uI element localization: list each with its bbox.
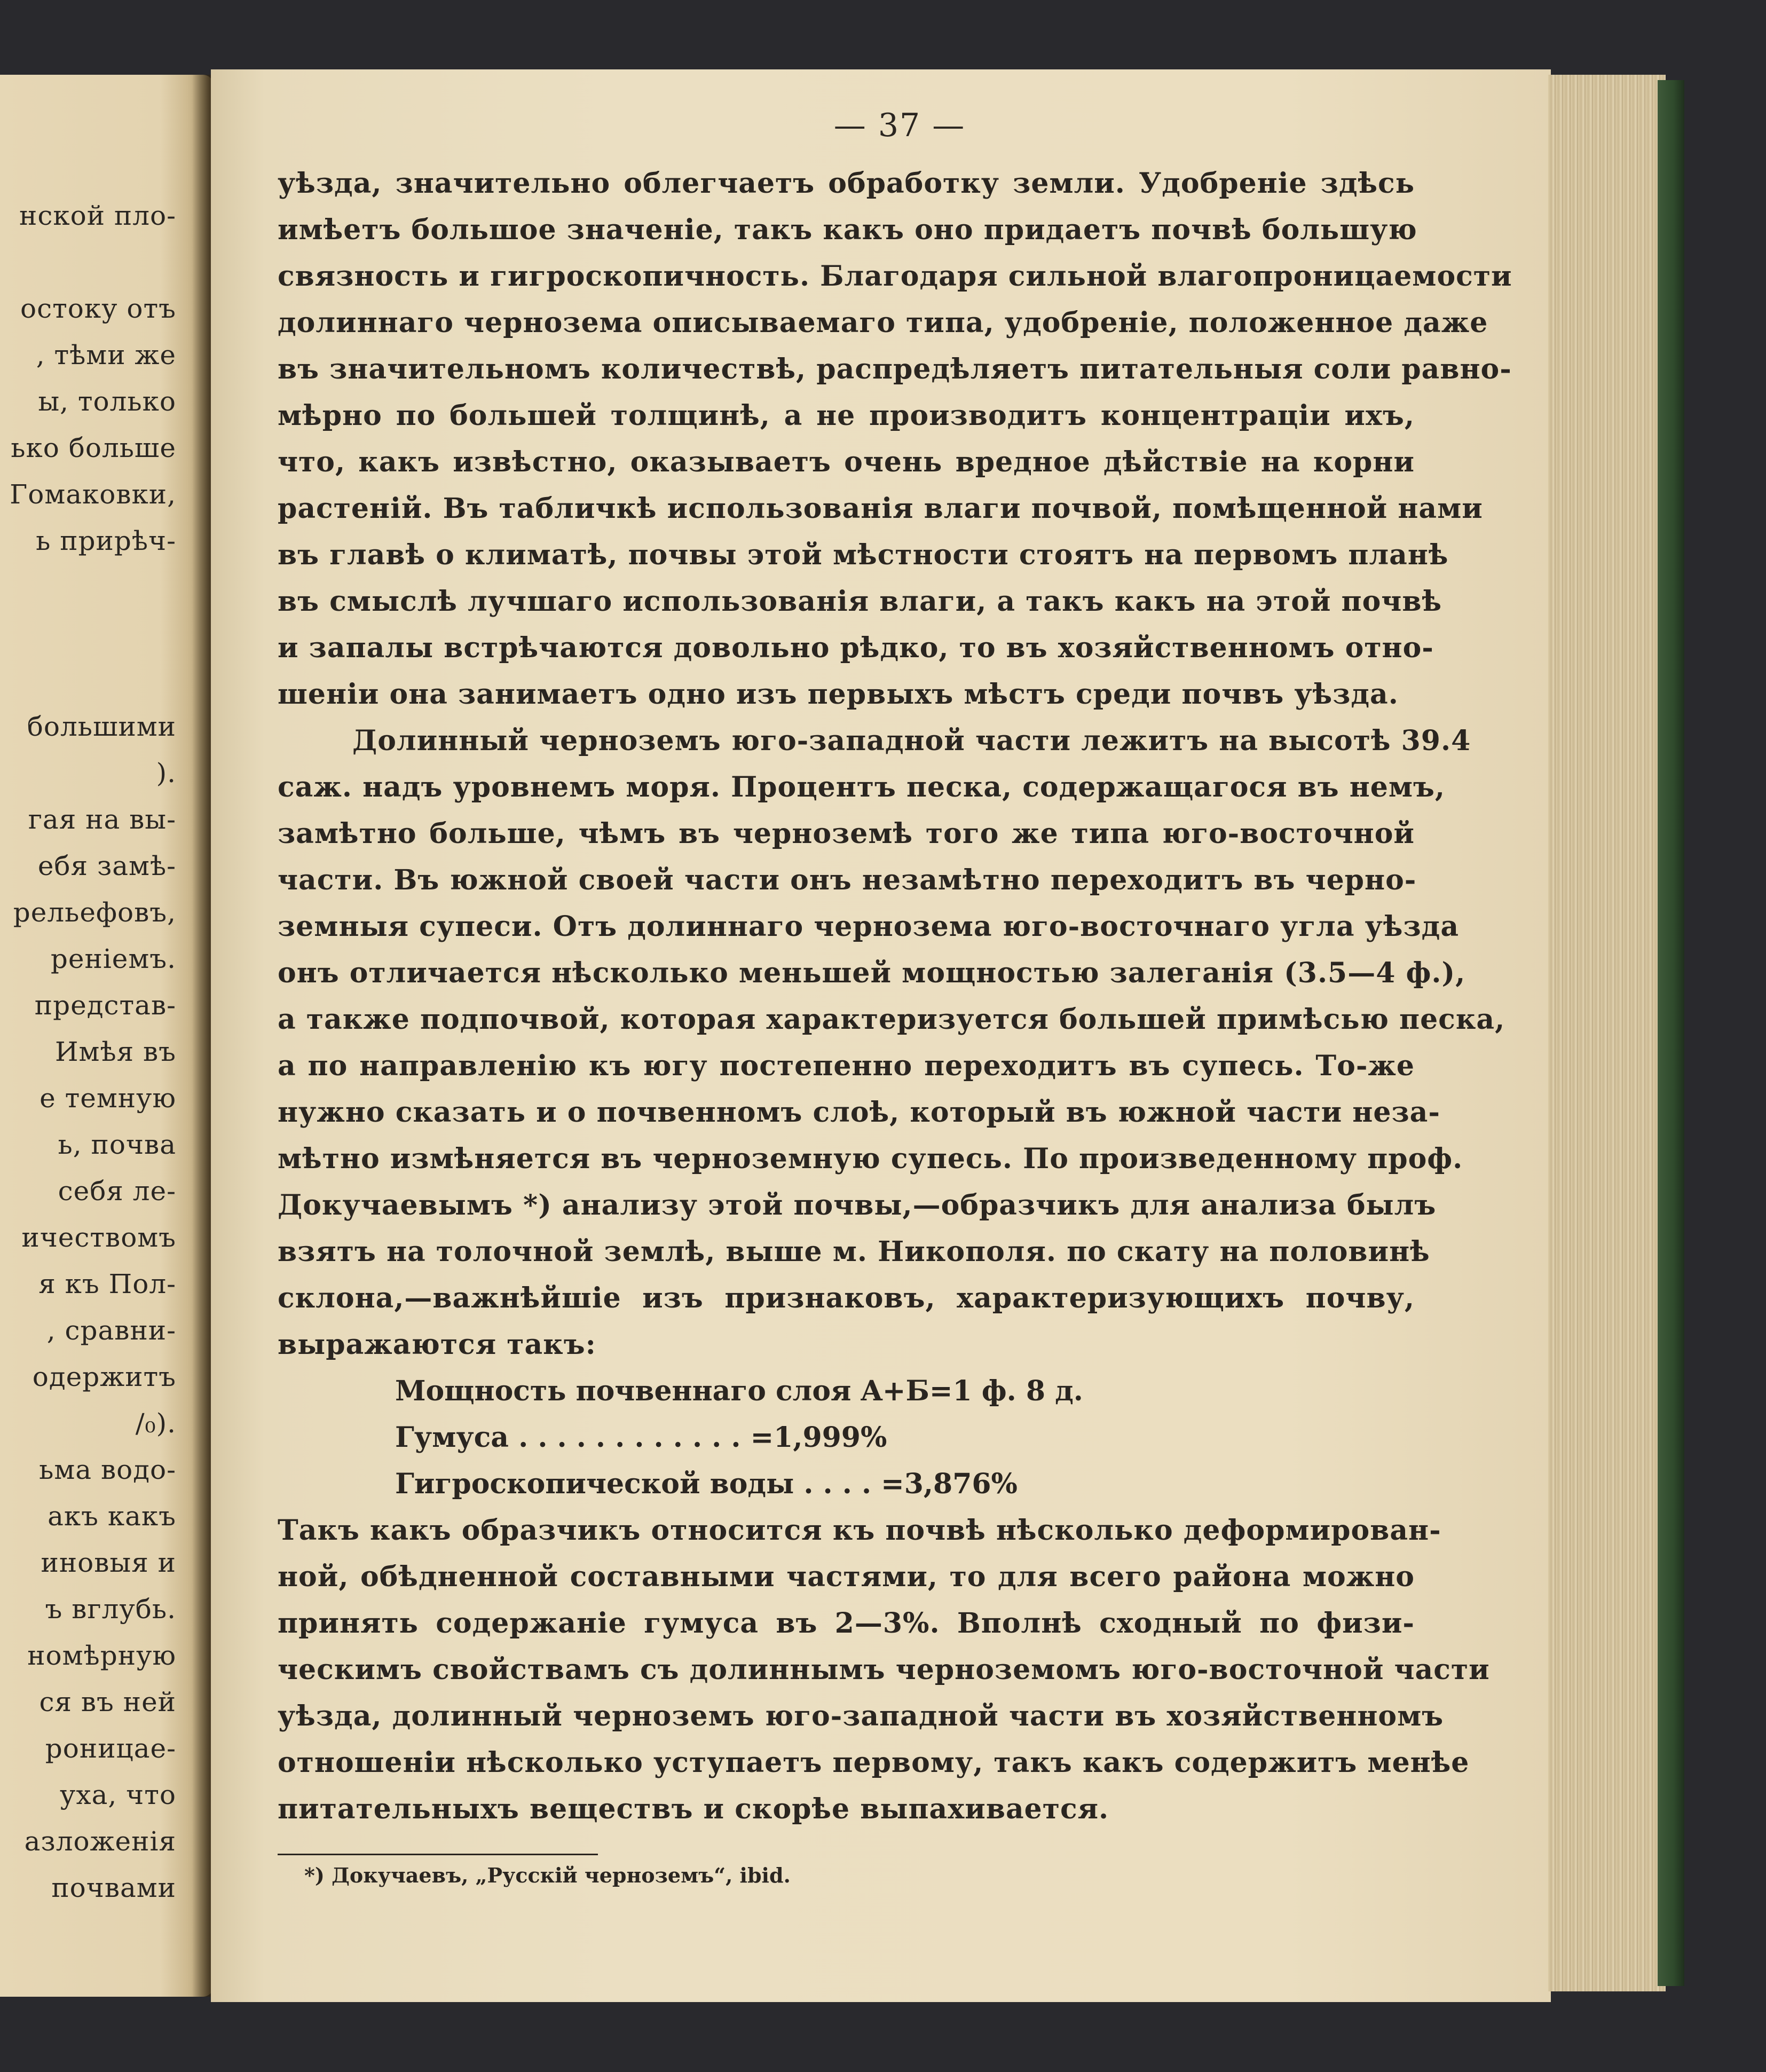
- text-line: онъ отличается нѣсколько меньшей мощностью залеганія (3.5—4 ф.),: [278, 957, 1466, 989]
- text-line: мѣрно по большей толщинѣ, а не производитъ концентраціи ихъ,: [278, 399, 1415, 432]
- left-page-line: ебя замѣ-: [37, 850, 176, 881]
- left-page-line: азложенія: [24, 1826, 176, 1857]
- analysis-row: Мощность почвеннаго слоя A+Б=1 ф. 8 д.: [395, 1375, 1083, 1407]
- text-line: выражаются такъ:: [278, 1328, 596, 1361]
- page-content: [278, 107, 1512, 1892]
- text-line: Докучаевымъ *) анализу этой почвы,—образчикъ для анализа былъ: [278, 1189, 1437, 1222]
- paragraph-1: [278, 160, 1512, 718]
- page-number: — 37 —: [833, 107, 966, 144]
- left-page-line: , тѣми же: [36, 340, 176, 371]
- analysis-row: Гумуса . . . . . . . . . . . . =1,999%: [395, 1421, 887, 1454]
- left-page-line: уха, что: [59, 1779, 176, 1810]
- text-line: склона,—важнѣйшіе изъ признаковъ, характеризующихъ почву,: [278, 1282, 1415, 1314]
- page-edges: [1548, 75, 1666, 1991]
- text-line: а также подпочвой, которая характеризуется большей примѣсью песка,: [278, 1003, 1505, 1036]
- text-line: а по направленію къ югу постепенно переходитъ въ супесь. То-же: [278, 1050, 1415, 1082]
- left-page-line: номѣрную: [27, 1640, 176, 1671]
- left-page-line: , сравни-: [46, 1315, 176, 1346]
- text-line: Долинный черноземъ юго-западной части лежитъ на высотѣ 39.4: [352, 724, 1471, 757]
- paragraph-2: [278, 718, 1505, 1368]
- footnote-rule: [278, 1854, 598, 1855]
- text-line: въ значительномъ количествѣ, распредѣляетъ питательныя соли равно-: [278, 353, 1512, 385]
- left-page-line: одержитъ: [32, 1361, 176, 1392]
- text-line: въ смыслѣ лучшаго использованія влаги, а такъ какъ на этой почвѣ: [278, 585, 1442, 618]
- text-line: ческимъ свойствамъ съ долиннымъ черноземомъ юго-восточной части: [278, 1653, 1490, 1686]
- left-page-line: Имѣя въ: [54, 1036, 176, 1067]
- text-line: что, какъ извѣстно, оказываетъ очень вредное дѣйствіе на корни: [278, 446, 1415, 478]
- text-line: ной, обѣдненной составными частями, то для всего района можно: [278, 1561, 1415, 1593]
- left-page-line: роницае-: [45, 1733, 176, 1764]
- left-page-line: большими: [27, 711, 176, 742]
- left-page-line: ьма водо-: [39, 1454, 176, 1485]
- left-page-line: гая на вы-: [28, 804, 176, 835]
- text-line: связность и гигроскопичность. Благодаря сильной влагопроницаемости: [278, 260, 1512, 293]
- text-line: шеніи она занимаетъ одно изъ первыхъ мѣстъ среди почвъ уѣзда.: [278, 678, 1399, 711]
- text-line: въ главѣ о климатѣ, почвы этой мѣстности стоятъ на первомъ планѣ: [278, 539, 1449, 571]
- soil-analysis-list: [278, 1368, 1415, 1507]
- left-page-line: себя ле-: [58, 1176, 176, 1207]
- text-line: принять содержаніе гумуса въ 2—3%. Вполнѣ сходный по физи-: [278, 1607, 1415, 1640]
- paragraph-3: [278, 1507, 1490, 1832]
- left-page-line: ы, только: [38, 386, 176, 417]
- left-page-line: нской пло-: [19, 200, 176, 231]
- text-line: питательныхъ веществъ и скорѣе выпахивается.: [278, 1793, 1109, 1825]
- text-line: взятъ на толочной землѣ, выше м. Никополя. по скату на половинѣ: [278, 1235, 1430, 1268]
- left-page-line: рельефовъ,: [13, 897, 176, 928]
- text-line: мѣтно измѣняется въ черноземную супесь. По произведенному проф.: [278, 1143, 1463, 1175]
- left-page-line: ь, почва: [58, 1129, 176, 1160]
- text-line: уѣзда, значительно облегчаетъ обработку земли. Удобреніе здѣсь: [278, 167, 1415, 200]
- text-line: части. Въ южной своей части онъ незамѣтно переходитъ въ черно-: [278, 864, 1417, 896]
- left-page-line: Гомаковки,: [10, 479, 176, 510]
- text-line: нужно сказать и о почвенномъ слоѣ, который въ южной части неза-: [278, 1096, 1440, 1129]
- left-page-line: иновыя и: [41, 1547, 176, 1578]
- text-line: отношеніи нѣсколько уступаетъ первому, такъ какъ содержитъ менѣе: [278, 1746, 1470, 1779]
- left-page-line: ся въ ней: [39, 1687, 176, 1718]
- left-page: [0, 75, 214, 1997]
- left-page-line: ).: [156, 758, 176, 789]
- left-page-line: акъ какъ: [48, 1501, 176, 1532]
- text-line: земныя супеси. Отъ долиннаго чернозема юго-восточнаго угла уѣзда: [278, 910, 1460, 943]
- text-line: Такъ какъ образчикъ относится къ почвѣ нѣсколько деформирован-: [278, 1514, 1441, 1547]
- text-line: и запалы встрѣчаются довольно рѣдко, то въ хозяйственномъ отно-: [278, 632, 1434, 664]
- left-page-line: остоку отъ: [20, 293, 176, 324]
- left-page-line: ь прирѣч-: [36, 525, 176, 556]
- left-page-line: представ-: [34, 990, 176, 1021]
- text-line: растеній. Въ табличкѣ использованія влаги почвой, помѣщенной нами: [278, 492, 1483, 525]
- text-line: долиннаго чернозема описываемаго типа, удобреніе, положенное даже: [278, 306, 1488, 339]
- left-page-line: е темную: [40, 1083, 176, 1114]
- text-line: уѣзда, долинный черноземъ юго-западной части въ хозяйственномъ: [278, 1700, 1444, 1732]
- text-line: замѣтно больше, чѣмъ въ черноземѣ того же типа юго-восточной: [278, 817, 1415, 850]
- analysis-row: Гигроскопической воды . . . . =3,876%: [395, 1468, 1018, 1500]
- left-page-line: реніемъ.: [50, 943, 176, 974]
- left-page-line: ъ вглубь.: [45, 1594, 176, 1625]
- footnote: *) Докучаевъ, „Русскій черноземъ“, ibid.: [304, 1863, 791, 1887]
- book-cover-edge: [1658, 80, 1684, 1986]
- left-page-line: ько больше: [11, 432, 176, 463]
- left-page-line: ичествомъ: [21, 1222, 176, 1253]
- text-line: имѣетъ большое значеніе, такъ какъ оно придаетъ почвѣ большую: [278, 214, 1417, 246]
- left-page-line: я къ Пол-: [38, 1269, 176, 1299]
- left-page-line: почвами: [51, 1872, 176, 1903]
- left-page-line: /₀).: [135, 1408, 176, 1439]
- text-line: саж. надъ уровнемъ моря. Процентъ песка, содержащагося въ немъ,: [278, 771, 1446, 803]
